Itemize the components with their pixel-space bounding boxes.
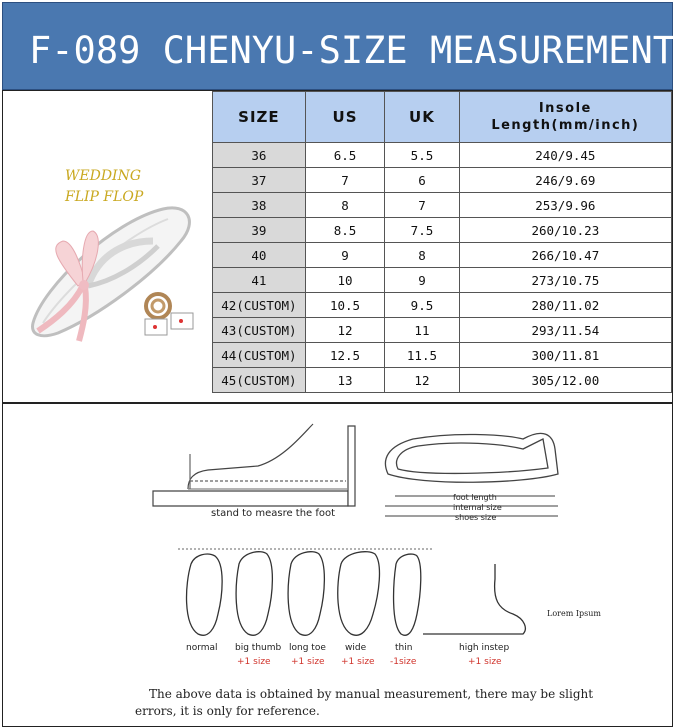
insole-cell: 280/11.02 (459, 293, 671, 318)
uk-header: UK (385, 92, 459, 143)
insole-cell: 260/10.23 (459, 218, 671, 243)
insole-cell: 273/10.75 (459, 268, 671, 293)
insole-cell: 305/12.00 (459, 368, 671, 393)
foot-wide (338, 552, 380, 636)
table-row (213, 243, 672, 268)
caption-line-1: WEDDING (65, 168, 142, 184)
us-cell: 12.5 (305, 343, 384, 368)
uk-cell: 8 (385, 243, 459, 268)
foot-measure-caption: stand to measre the foot (211, 508, 336, 519)
table-row (213, 143, 672, 168)
foot-outlines (187, 552, 526, 636)
uk-cell: 7 (385, 193, 459, 218)
table-row (213, 168, 672, 193)
size-adjust-label: +1 size (237, 657, 271, 667)
title-banner (2, 2, 673, 90)
flip-flop-illustration (3, 91, 211, 402)
lorem-label: Lorem Ipsum (547, 609, 601, 618)
foot-long-toe (288, 552, 324, 636)
shoes-size-label: shoes size (455, 513, 497, 522)
us-cell: 7 (305, 168, 384, 193)
table-row (213, 343, 672, 368)
table-header-row (213, 92, 672, 143)
insole-cell: 240/9.45 (459, 143, 671, 168)
measurement-guide (2, 403, 673, 727)
measurement-diagram (3, 404, 672, 684)
uk-cell: 11 (385, 318, 459, 343)
caption-line-2: FLIP FLOP (65, 189, 144, 205)
foot-type-label: normal (186, 643, 218, 653)
size-cell: 36 (213, 143, 306, 168)
foot-type-label: long toe (289, 643, 326, 653)
insole-cell: 253/9.96 (459, 193, 671, 218)
foot-thin (394, 554, 421, 635)
us-cell: 10 (305, 268, 384, 293)
insole-cell: 266/10.47 (459, 243, 671, 268)
us-cell: 8 (305, 193, 384, 218)
size-table (212, 91, 672, 393)
internal-size-label: internal size (453, 503, 502, 512)
size-adjust-label: +1 size (341, 657, 375, 667)
insole-header-line-1: Insole (538, 101, 592, 116)
size-cell: 44(CUSTOM) (213, 343, 306, 368)
foot-measure-drawing (153, 424, 355, 506)
size-cell: 41 (213, 268, 306, 293)
table-row (213, 368, 672, 393)
twine-coil (146, 294, 170, 318)
foot-length-label: foot length (453, 493, 497, 502)
uk-cell: 9 (385, 268, 459, 293)
us-cell: 8.5 (305, 218, 384, 243)
uk-cell: 7.5 (385, 218, 459, 243)
insole-header (459, 92, 671, 143)
product-image (3, 91, 211, 402)
foot-normal (187, 554, 223, 635)
foot-type-label: thin (395, 643, 413, 653)
size-adjust-label: -1size (390, 657, 417, 667)
size-cell: 45(CUSTOM) (213, 368, 306, 393)
insole-cell: 300/11.81 (459, 343, 671, 368)
uk-cell: 12 (385, 368, 459, 393)
foot-type-label: wide (345, 643, 367, 653)
uk-cell: 9.5 (385, 293, 459, 318)
table-row (213, 193, 672, 218)
table-row (213, 293, 672, 318)
size-cell: 43(CUSTOM) (213, 318, 306, 343)
size-cell: 42(CUSTOM) (213, 293, 306, 318)
foot-high-instep (423, 564, 525, 634)
uk-cell: 11.5 (385, 343, 459, 368)
us-cell: 6.5 (305, 143, 384, 168)
foot-type-label: big thumb (235, 643, 282, 653)
foot-big-thumb (236, 552, 272, 636)
size-adjust-label: +1 size (468, 657, 502, 667)
us-cell: 9 (305, 243, 384, 268)
table-row (213, 218, 672, 243)
size-cell: 37 (213, 168, 306, 193)
table-row (213, 318, 672, 343)
table-row (213, 268, 672, 293)
us-cell: 12 (305, 318, 384, 343)
size-section (2, 90, 673, 403)
us-cell: 10.5 (305, 293, 384, 318)
uk-cell: 6 (385, 168, 459, 193)
insole-cell: 246/9.69 (459, 168, 671, 193)
disclaimer-note (135, 686, 593, 720)
us-cell: 13 (305, 368, 384, 393)
foot-type-label: high instep (459, 643, 510, 653)
size-header: SIZE (213, 92, 306, 143)
page-title: F-089 CHENYU-SIZE MEASUREMENT (29, 29, 675, 72)
disclaimer-line-1: The above data is obtained by manual measurement, there may be slight (149, 687, 594, 701)
size-adjust-label: +1 size (291, 657, 325, 667)
us-header: US (305, 92, 384, 143)
size-cell: 39 (213, 218, 306, 243)
insole-cell: 293/11.54 (459, 318, 671, 343)
size-cell: 38 (213, 193, 306, 218)
uk-cell: 5.5 (385, 143, 459, 168)
disclaimer-line-2: errors, it is only for reference. (135, 704, 320, 718)
insole-header-line-2: Length(mm/inch) (491, 118, 640, 133)
size-cell: 40 (213, 243, 306, 268)
